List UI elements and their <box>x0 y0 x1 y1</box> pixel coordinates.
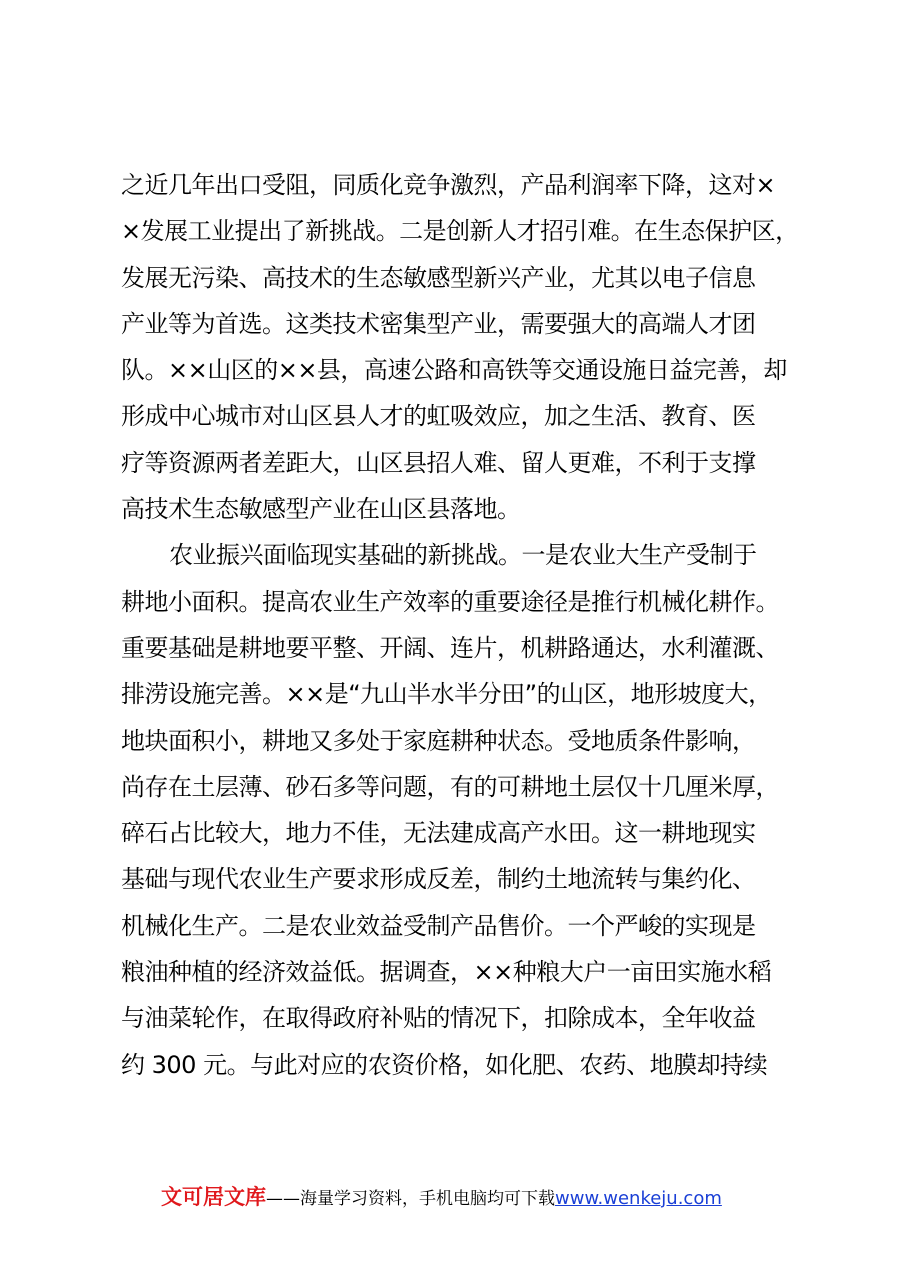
text-line: 疗等资源两者差距大，山区县招人难、留人更难，不利于支撑 <box>121 448 756 477</box>
footer-website-link[interactable]: www.wenkeju.com <box>555 1188 722 1209</box>
text-line: 尚存在土层薄、砂石多等问题，有的可耕地土层仅十几厘米厚， <box>121 772 779 801</box>
text-line: ×发展工业提出了新挑战。二是创新人才招引难。在生态保护区， <box>121 217 799 246</box>
text-line: 碎石占比较大，地力不佳，无法建成高产水田。这一耕地现实 <box>121 819 756 848</box>
footer-brand: 文可居文库 <box>161 1185 266 1209</box>
paragraph-agriculture-challenges <box>121 532 811 1088</box>
page-footer <box>161 1180 801 1214</box>
text-line: 耕地小面积。提高农业生产效率的重要途径是推行机械化耕作。 <box>121 587 779 616</box>
text-line: 发展无污染、高技术的生态敏感型新兴产业，尤其以电子信息 <box>121 263 756 292</box>
footer-slogan: ——海量学习资料，手机电脑均可下载 <box>266 1189 555 1209</box>
text-line: 形成中心城市对山区县人才的虹吸效应，加之生活、教育、医 <box>121 402 756 431</box>
text-line: 排涝设施完善。××是“九山半水半分田”的山区，地形坡度大， <box>121 680 772 709</box>
text-line: 与油菜轮作，在取得政府补贴的情况下，扣除成本，全年收益 <box>121 1004 756 1033</box>
text-line: 重要基础是耕地要平整、开阔、连片，机耕路通达，水利灌溉、 <box>121 633 779 662</box>
paragraph-industry-challenges <box>121 162 811 532</box>
text-line: 粮油种植的经济效益低。据调查，××种粮大户一亩田实施水稻 <box>121 958 772 987</box>
text-line: 之近几年出口受阻，同质化竞争激烈，产品利润率下降，这对× <box>121 171 776 199</box>
text-line: 地块面积小，耕地又多处于家庭耕种状态。受地质条件影响， <box>121 726 756 755</box>
text-line: 队。××山区的××县，高速公路和高铁等交通设施日益完善，却 <box>121 356 787 385</box>
document-body <box>121 162 811 1088</box>
text-line: 农业振兴面临现实基础的新挑战。一是农业大生产受制于 <box>169 541 757 570</box>
text-line: 产业等为首选。这类技术密集型产业，需要强大的高端人才团 <box>121 309 756 338</box>
text-line: 基础与现代农业生产要求形成反差，制约土地流转与集约化、 <box>121 865 756 894</box>
text-line: 机械化生产。二是农业效益受制产品售价。一个严峻的实现是 <box>121 911 756 940</box>
text-line: 约 300 元。与此对应的农资价格，如化肥、农药、地膜却持续 <box>121 1050 768 1079</box>
text-line: 高技术生态敏感型产业在山区县落地。 <box>121 495 521 524</box>
